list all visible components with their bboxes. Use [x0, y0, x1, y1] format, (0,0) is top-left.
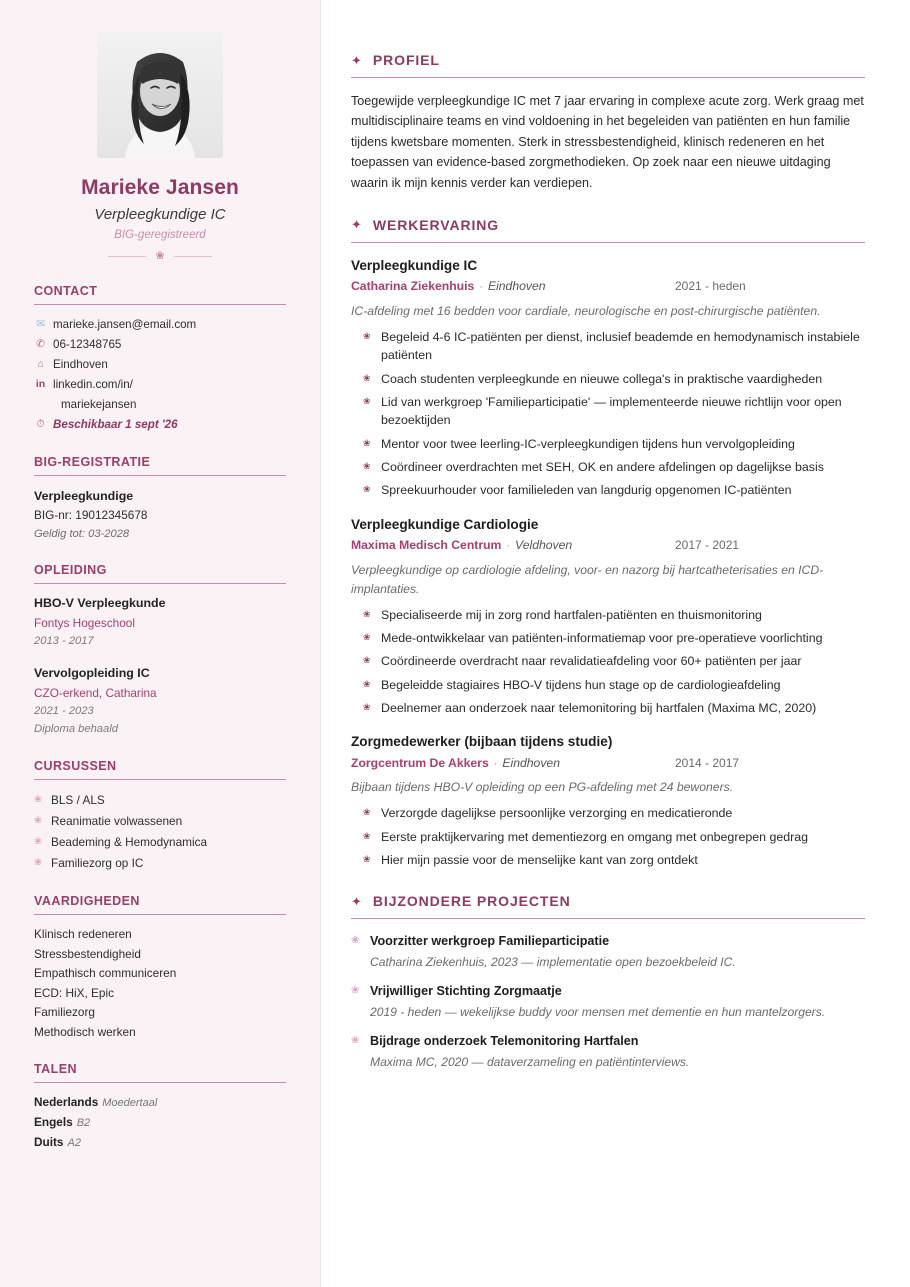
flower-bullet-icon: ❀: [351, 935, 360, 947]
certification-label: BIG-geregistreerd: [114, 229, 206, 241]
availability-row: [34, 415, 286, 435]
divider-ornament: [34, 251, 286, 262]
job-dates: 2014 - 2017: [675, 755, 740, 770]
flower-bullet-icon: ❀: [351, 985, 360, 997]
list-item: Empathisch communiceren: [34, 966, 177, 981]
list-item: [351, 481, 865, 499]
meta-separator: ·: [493, 757, 498, 770]
list-item: [351, 629, 865, 647]
list-item: Methodisch werken: [34, 1024, 136, 1039]
sidebar: [0, 0, 321, 1287]
sparkle-star-icon: ✦: [351, 893, 362, 909]
flower-bullet-icon: ❀: [34, 794, 42, 806]
list-item: [34, 1113, 286, 1133]
job-location: Eindhoven: [487, 279, 546, 294]
courses-section: [34, 759, 286, 874]
project-item: [351, 1032, 865, 1071]
list-item: [351, 652, 865, 670]
list-item: [34, 1093, 286, 1113]
list-item: [34, 811, 286, 832]
flower-bullet-icon: ❀: [363, 807, 371, 818]
language-level: A2: [67, 1136, 81, 1149]
education-degree: Vervolgopleiding IC: [34, 666, 150, 681]
job-dates: 2021 - heden: [675, 279, 746, 294]
flower-bullet-icon: ❀: [363, 372, 371, 383]
list-item: [34, 853, 286, 874]
flower-bullet-icon: ❀: [34, 856, 42, 868]
contact-heading: CONTACT: [34, 284, 98, 298]
job-role-subtitle: Verpleegkundige IC: [94, 206, 226, 223]
languages-divider: [34, 1082, 286, 1083]
contact-phone-row[interactable]: [34, 335, 286, 355]
bullet-text: Hier mijn passie voor de menselijke kant van zorg ontdekt: [381, 852, 698, 867]
stopwatch-icon: ⏱: [36, 417, 45, 430]
job-description: Verpleegkundige op cardiologie afdeling, voor- en nazorg bij hartcatheterisaties en ICD-implantaties.: [351, 562, 824, 596]
photo-container: [34, 32, 286, 158]
big-registration-heading: BIG-REGISTRATIE: [34, 454, 151, 469]
education-section: [34, 563, 286, 739]
bullet-text: Coach studenten verpleegkunde en nieuwe collega's in praktische vaardigheden: [381, 371, 823, 386]
project-item: [351, 982, 865, 1021]
list-item: Klinisch redeneren: [34, 926, 132, 941]
experience-divider: [351, 242, 865, 243]
projects-heading: BIJZONDERE PROJECTEN: [372, 893, 571, 910]
project-item: [351, 932, 865, 971]
flower-ornament-icon: ❀: [155, 250, 165, 262]
project-description: 2019 - heden — wekelijkse buddy voor mensen met dementie en hun mantelzorgers.: [370, 1005, 826, 1020]
education-degree: HBO-V Verpleegkunde: [34, 596, 166, 611]
education-heading: OPLEIDING: [34, 563, 107, 578]
list-item: Familiezorg: [34, 1005, 95, 1020]
bullet-text: Mentor voor twee leerling-IC-verpleegkundigen tijdens hun vervolgopleiding: [381, 436, 795, 451]
bullet-text: Lid van werkgroep 'Familieparticipatie' — implementeerde nieuwe richtlijn voor open bezoektijden: [381, 394, 842, 428]
flower-bullet-icon: ❀: [363, 330, 371, 341]
job-title: Zorgmedewerker (bijbaan tijdens studie): [351, 734, 613, 750]
job-bullets: [351, 328, 865, 500]
main-content: [321, 0, 910, 1287]
project-description: Maxima MC, 2020 — dataverzameling en patiëntinterviews.: [370, 1055, 690, 1070]
list-item: [351, 328, 865, 365]
list-item: [34, 832, 286, 853]
language-name: Engels: [34, 1115, 73, 1129]
contact-phone-value: 06-12348765: [53, 337, 122, 351]
job-title: Verpleegkundige IC: [351, 257, 478, 273]
experience-item: [351, 732, 865, 869]
job-location: Veldhoven: [515, 538, 573, 553]
contact-linkedin-value: linkedin.com/in/: [53, 377, 133, 391]
ornament-line-right: [174, 256, 212, 257]
big-registration-title: Verpleegkundige: [34, 488, 134, 503]
big-registration-validity: Geldig tot: 03-2028: [34, 528, 130, 541]
projects-divider: [351, 918, 865, 919]
job-description: Bijbaan tijdens HBO-V opleiding op een PG-afdeling met 24 bewoners.: [351, 780, 734, 795]
bullet-text: Eerste praktijkervaring met dementiezorg en omgang met onbegrepen gedrag: [381, 829, 809, 844]
education-divider: [34, 583, 286, 584]
contact-location-row: [34, 355, 286, 375]
job-organization: Zorgcentrum De Akkers: [351, 755, 489, 770]
list-item: [351, 851, 865, 869]
course-label: BLS / ALS: [51, 793, 105, 808]
contact-linkedin-row[interactable]: [34, 375, 286, 395]
list-item: [351, 676, 865, 694]
courses-heading: CURSUSSEN: [34, 759, 117, 774]
flower-bullet-icon: ❀: [363, 701, 371, 712]
job-meta: [351, 277, 865, 297]
education-dates: 2013 - 2017: [34, 635, 94, 648]
bullet-text: Spreekuurhouder voor familieleden van langdurig opgenomen IC-patiënten: [381, 483, 792, 498]
home-icon: ⌂: [37, 357, 44, 370]
bullet-text: Mede-ontwikkelaar van patiënten-informatiemap voor pre-operatieve voorlichting: [381, 630, 823, 645]
languages-heading: TALEN: [34, 1062, 77, 1077]
big-registration-number: BIG-nr: 19012345678: [34, 508, 148, 523]
job-organization: Catharina Ziekenhuis: [351, 279, 475, 294]
list-item: [351, 435, 865, 453]
project-title-row: [351, 1032, 865, 1051]
education-item: [34, 594, 286, 651]
education-school: Fontys Hogeschool: [34, 616, 135, 631]
skills-section: [34, 894, 286, 1042]
flower-bullet-icon: ❀: [363, 655, 371, 666]
language-level: B2: [76, 1117, 91, 1129]
contact-divider: [34, 304, 286, 305]
contact-email-value: marieke.jansen@email.com: [53, 318, 197, 331]
list-item: Stressbestendigheid: [34, 946, 141, 961]
flower-bullet-icon: ❀: [363, 608, 371, 619]
contact-section: [34, 284, 286, 435]
profile-text: Toegewijde verpleegkundige IC met 7 jaar ervaring in complexe acute zorg. Werk graag met multidisciplinaire teams en vind voldoening in het begeleiden van patiënten en hun familie tijdens kwetsbare momenten. Sterk in stressbestendigheid, klinisch redeneren en het toepassen van evidence-based zorgmethodieken. Op zoek naar een nieuwe uitdaging waarin ik mijn kennis verder kan verdiepen.: [351, 94, 864, 190]
list-item: ECD: HiX, Epic: [34, 985, 114, 1000]
job-location: Eindhoven: [502, 755, 560, 770]
experience-section: [351, 217, 865, 869]
page-title: Marieke Jansen: [81, 176, 239, 199]
profile-heading-row: [351, 52, 865, 77]
flower-bullet-icon: ❀: [363, 631, 371, 642]
job-description: IC-afdeling met 16 bedden voor cardiale, neurologische en post-chirurgische patiënten.: [351, 303, 821, 318]
language-level: Moedertaal: [102, 1097, 158, 1110]
bullet-text: Begeleid 4-6 IC-patiënten per dienst, inclusief beademde en hemodynamisch instabiele patiënten: [381, 329, 860, 363]
education-note: Diploma behaald: [34, 723, 118, 736]
education-school: CZO-erkend, Catharina: [34, 686, 157, 701]
sparkle-star-icon: ✦: [351, 52, 362, 68]
phone-icon: ✆: [36, 337, 45, 350]
big-registration-section: [34, 455, 286, 544]
flower-bullet-icon: ❀: [34, 815, 42, 826]
education-item: [34, 664, 286, 739]
job-organization: Maxima Medisch Centrum: [351, 538, 502, 553]
bullet-text: Specialiseerde mij in zorg rond hartfalen-patiënten en thuismonitoring: [381, 607, 762, 622]
job-bullets: [351, 804, 865, 869]
languages-section: [34, 1062, 286, 1152]
project-title: Vrijwilliger Stichting Zorgmaatje: [370, 984, 562, 999]
list-item: [351, 606, 865, 624]
job-meta: [351, 536, 865, 556]
ornament-line-left: [108, 256, 146, 257]
experience-heading-row: [351, 217, 865, 242]
contact-email-row[interactable]: [34, 315, 286, 335]
list-item: [34, 790, 286, 811]
flower-bullet-icon: ❀: [351, 1035, 360, 1047]
skills-heading: VAARDIGHEDEN: [34, 893, 140, 908]
sparkle-star-icon: ✦: [351, 217, 362, 233]
flower-bullet-icon: ❀: [363, 437, 371, 448]
language-name: Duits: [34, 1134, 64, 1149]
flower-bullet-icon: ❀: [363, 853, 371, 864]
linkedin-icon: in: [35, 377, 46, 390]
project-title: Bijdrage onderzoek Telemonitoring Hartfalen: [370, 1034, 639, 1049]
flower-bullet-icon: ❀: [363, 484, 371, 495]
project-title-row: [351, 932, 865, 951]
experience-item: [351, 515, 865, 718]
profile-heading: PROFIEL: [372, 52, 440, 68]
course-label: Beademing & Hemodynamica: [51, 834, 208, 849]
job-meta: [351, 754, 865, 774]
portrait-photo-icon: [97, 32, 223, 158]
meta-separator: ·: [506, 540, 511, 553]
contact-linkedin-handle[interactable]: mariekejansen: [61, 397, 137, 411]
experience-heading: WERKERVARING: [372, 216, 500, 233]
list-item: [351, 458, 865, 476]
language-name: Nederlands: [34, 1095, 99, 1110]
job-bullets: [351, 606, 865, 718]
course-label: Reanimatie volwassenen: [51, 814, 183, 828]
list-item: [351, 699, 865, 717]
profile-divider: [351, 77, 865, 78]
education-dates: 2021 - 2023: [34, 705, 94, 718]
course-label: Familiezorg op IC: [51, 855, 144, 870]
list-item: [351, 804, 865, 822]
bullet-text: Begeleidde stagiaires HBO-V tijdens hun stage op de cardiologieafdeling: [381, 677, 781, 692]
projects-section: [351, 893, 865, 1071]
list-item: [351, 370, 865, 388]
list-item: [351, 393, 865, 430]
flower-bullet-icon: ❀: [363, 395, 371, 406]
avatar: [97, 32, 223, 158]
project-description: Catharina Ziekenhuis, 2023 — implementatie open bezoekbeleid IC.: [370, 955, 736, 970]
big-registration-divider: [34, 475, 286, 476]
envelope-icon: ✉: [36, 318, 45, 330]
flower-bullet-icon: ❀: [363, 678, 371, 689]
experience-item: [351, 256, 865, 500]
courses-divider: [34, 779, 286, 780]
bullet-text: Verzorgde dagelijkse persoonlijke verzorging en medicatieronde: [381, 806, 733, 821]
list-item: [34, 1133, 286, 1153]
project-title-row: [351, 982, 865, 1001]
job-title: Verpleegkundige Cardiologie: [351, 516, 539, 532]
contact-location-value: Eindhoven: [53, 357, 108, 371]
meta-separator: ·: [479, 281, 483, 294]
skills-divider: [34, 914, 286, 915]
flower-bullet-icon: ❀: [34, 835, 42, 847]
bullet-text: Coördineerde overdracht naar revalidatieafdeling voor 60+ patiënten per jaar: [381, 654, 802, 669]
list-item: [351, 828, 865, 846]
bullet-text: Coördineer overdrachten met SEH, OK en andere afdelingen op dagelijkse basis: [381, 460, 824, 474]
availability-value: Beschikbaar 1 sept '26: [53, 417, 178, 431]
projects-heading-row: [351, 893, 865, 918]
flower-bullet-icon: ❀: [363, 830, 371, 841]
bullet-text: Deelnemer aan onderzoek naar telemonitoring bij hartfalen (Maxima MC, 2020): [381, 700, 817, 715]
job-dates: 2017 - 2021: [675, 538, 740, 553]
project-title: Voorzitter werkgroep Familieparticipatie: [370, 934, 610, 949]
profile-section: [351, 52, 865, 193]
flower-bullet-icon: ❀: [363, 461, 371, 471]
